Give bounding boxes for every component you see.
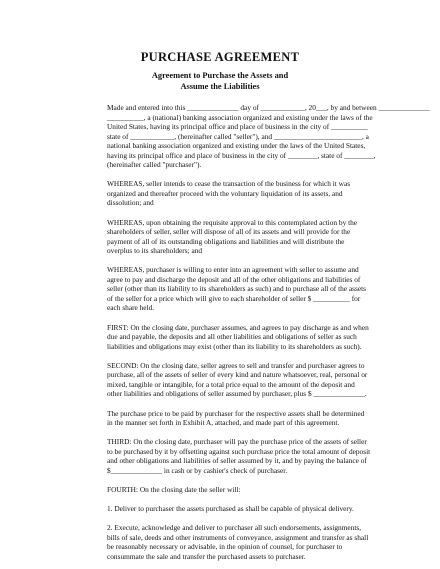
paragraph-spacer <box>107 428 425 438</box>
paragraph-spacer <box>107 351 425 361</box>
paragraph-line: be reasonably necessary or advisable, in the opinion of counsel, for purchaser to <box>107 542 343 552</box>
paragraph-line: FIRST: On the closing date, purchaser assumes, and agrees to pay discharge as and when <box>107 322 369 332</box>
paragraph-fourth <box>107 485 425 495</box>
paragraph-line: __________, a (national) banking association organized and existing under the laws of the <box>107 112 373 122</box>
paragraph-line: WHEREAS, purchaser is willing to enter into an agreement with seller to assume and <box>107 265 359 275</box>
paragraph-line: WHEREAS, upon obtaining the requisite approval to this contemplated action by the <box>107 217 358 227</box>
document-title: PURCHASE AGREEMENT <box>140 50 300 64</box>
paragraph-line: each share held. <box>107 303 155 313</box>
paragraph-whereas-3 <box>107 265 425 313</box>
paragraph-spacer <box>107 256 425 266</box>
paragraph-line: in the manner set forth in Exhibit A, attached, and made part of this agreement. <box>107 418 340 428</box>
paragraph-line: state of ____________, (hereinafter called "seller"), and ________________________, a <box>107 131 369 141</box>
paragraph-item-1 <box>107 504 425 514</box>
paragraph-line: consummate the sale and transfer the purchased assets to purchaser. <box>107 551 306 561</box>
paragraph-line: payment of all of its outstanding obligations and liabilities and will distribute the <box>107 236 345 246</box>
document-body <box>107 103 430 561</box>
paragraph-line: THIRD: On the closing date, purchaser will pay the purchase price of the assets of seller <box>107 437 367 447</box>
document-subtitle <box>0 71 440 92</box>
paragraph-line: 2. Execute, acknowledge and deliver to purchaser all such endorsements, assignments, <box>107 523 362 533</box>
paragraph-line: having its principal office and place of business in the city of ________, state of ________, <box>107 150 376 160</box>
subtitle-line: Agreement to Purchase the Assets and <box>151 71 289 80</box>
subtitle-line: Assume the Liabilities <box>180 81 260 91</box>
paragraph-line: and other obligations and liabilities of seller assumed by it, and by paying the balance of <box>107 456 367 466</box>
paragraph-line: mixed, tangible or intangible, for a total price equal to the amount of the deposit and <box>107 379 355 389</box>
paragraph-line: United States, having its principal office and place of business in the city of __________ <box>107 122 368 132</box>
paragraph-spacer <box>107 399 425 409</box>
paragraph-whereas-1 <box>107 179 425 208</box>
paragraph-line: Made and entered into this ______________ day of ____________, 20___, by and between ______________ <box>107 103 430 112</box>
paragraph-line: shareholders of seller, seller will dispose of all of its assets and will provide for the <box>107 227 351 237</box>
paragraph-line: bills of sale, deeds and other instruments of conveyance, assignment and transfer as shall <box>107 532 369 542</box>
paragraph-line: other liabilities and obligations of seller assumed by purchaser, plus $ ______________. <box>107 389 367 399</box>
paragraph-line: to be purchased by it by offsetting against such purchase price the total amount of deposit <box>107 446 371 456</box>
paragraph-whereas-2 <box>107 218 425 256</box>
paragraph-line: agree to pay and discharge the deposit and all of the other obligations and liabilities of <box>107 274 361 284</box>
paragraph-line: WHEREAS, seller intends to cease the transaction of the business for which it was <box>107 179 351 189</box>
paragraph-line: The purchase price to be paid by purchaser for the respective assets shall be determined <box>107 408 365 418</box>
paragraph-spacer <box>107 170 425 180</box>
paragraph-line: due and payable, the deposits and all other liabilities and obligations of seller as such <box>107 332 357 342</box>
paragraph-second <box>107 361 425 399</box>
paragraph-line: FOURTH: On the closing date the seller will: <box>107 484 241 494</box>
paragraph-line: overplus to its shareholders; and <box>107 246 203 256</box>
paragraph-purchase-price <box>107 409 425 428</box>
paragraph-line: 1. Deliver to purchaser the assets purchased as shall be capable of physical delivery. <box>107 503 354 513</box>
paragraph-preamble <box>107 103 430 170</box>
paragraph-spacer <box>107 208 425 218</box>
paragraph-line: organized and thereafter proceed with the voluntary liquidation of its assets, and <box>107 188 343 198</box>
paragraph-line: $______________ in cash or by cashier's check of purchaser. <box>107 465 288 475</box>
paragraph-first <box>107 323 425 352</box>
paragraph-spacer <box>107 494 425 504</box>
paragraph-spacer <box>107 475 425 485</box>
paragraph-line: SECOND: On the closing date, seller agrees to sell and transfer and purchaser agrees to <box>107 360 365 370</box>
paragraph-spacer <box>107 313 425 323</box>
paragraph-line: dissolution; and <box>107 198 154 208</box>
paragraph-line: national banking association organized and existing under the laws of the United States, <box>107 141 366 151</box>
paragraph-line: purchase, all of the assets of seller of every kind and nature whatsoever, real, personal or <box>107 370 368 380</box>
paragraph-spacer <box>107 514 425 524</box>
paragraph-third <box>107 437 425 475</box>
paragraph-line: seller (other than its liability to its shareholders as such) and to purchase all of the assets <box>107 284 367 294</box>
paragraph-line: of the seller for a price which will give to each shareholder of seller $ __________ for <box>107 293 361 303</box>
paragraph-line: liabilities and obligations may exist (other than its liability to its shareholders as such). <box>107 341 362 351</box>
paragraph-item-2 <box>107 523 425 561</box>
paragraph-line: (hereinafter called "purchaser"). <box>107 160 202 170</box>
